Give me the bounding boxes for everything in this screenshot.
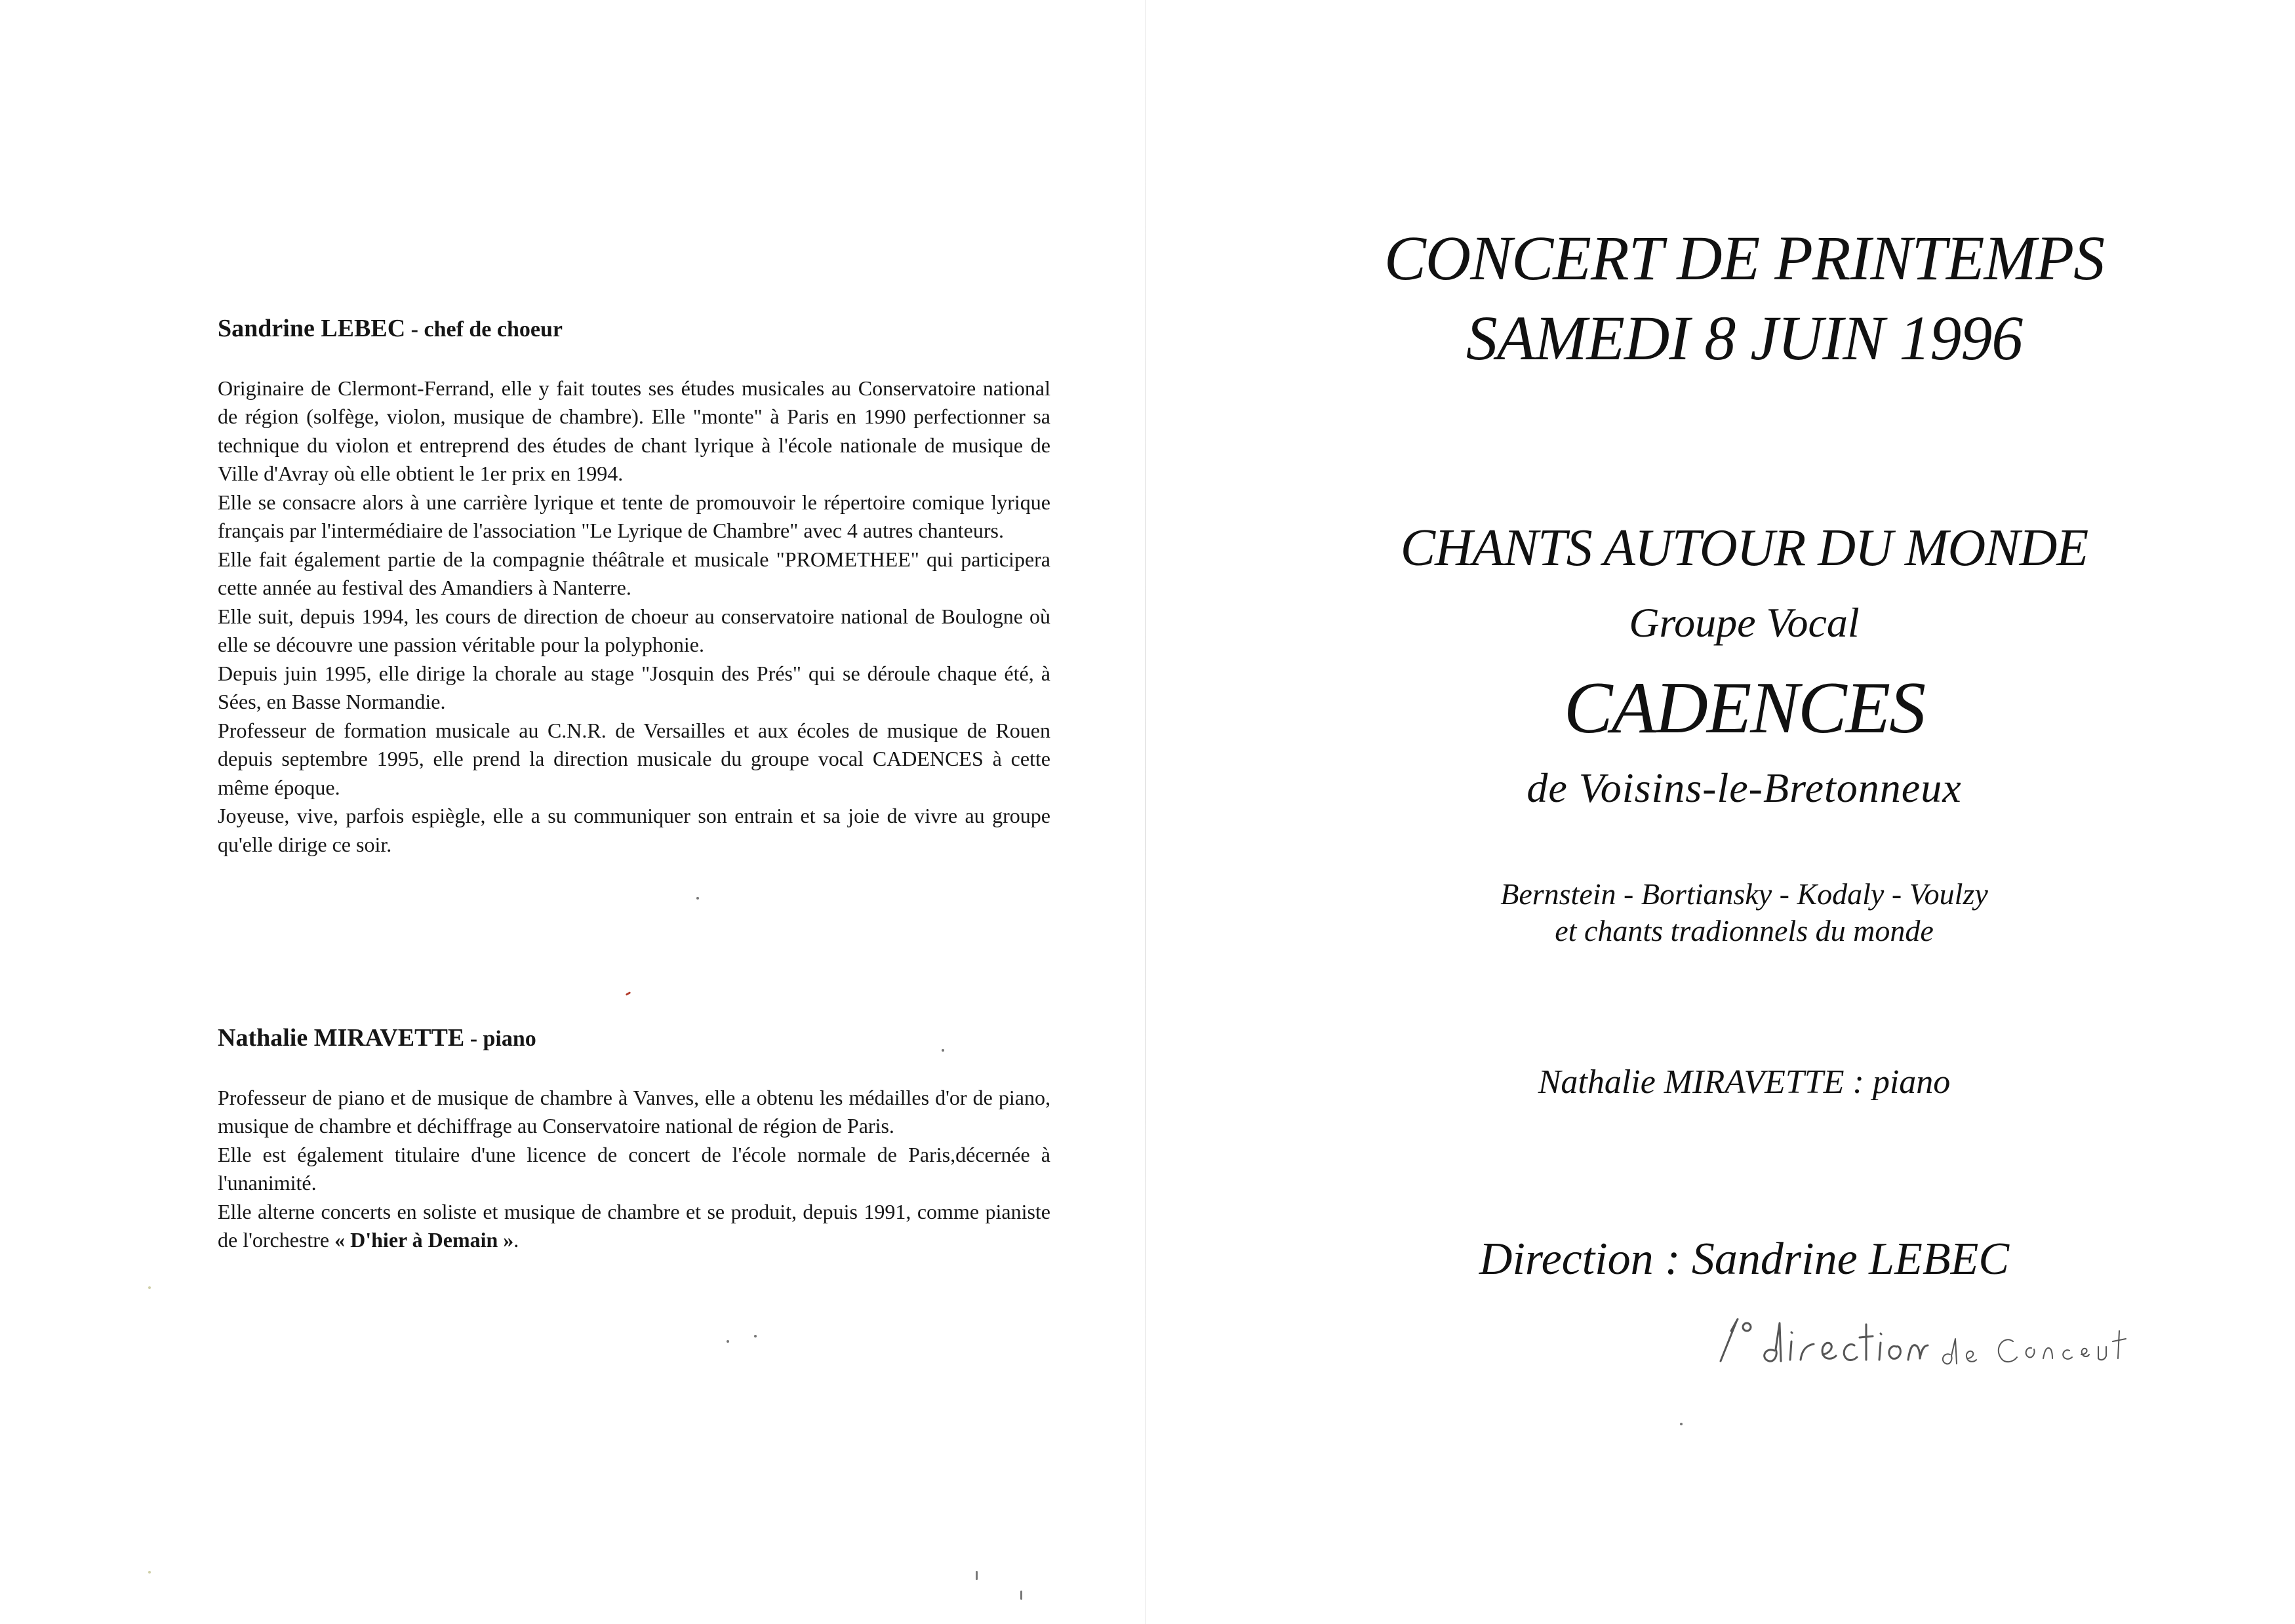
bio-role: - piano xyxy=(464,1027,536,1051)
bio-heading xyxy=(218,1024,1050,1054)
bio-paragraph: Professeur de formation musicale au C.N.R. de Versailles et aux écoles de musique de Rouen depuis septembre 1995, elle prend la direction musicale du groupe vocal CADENCES à cette même époque. xyxy=(218,718,1050,799)
bio-name: Sandrine LEBEC xyxy=(218,315,406,342)
pianist-credit: Nathalie MIRAVETTE : piano xyxy=(1538,1063,1951,1101)
traditional-songs: et chants tradionnels du monde xyxy=(1555,914,1934,947)
bio-paragraph: Originaire de Clermont-Ferrand, elle y fait toutes ses études musicales au Conservatoire national de région (solfège, violon, musique de chambre). Elle "monte" à Paris en 1990 perfectionner sa technique du violon et entreprend des études de chant lyrique à l'école nationale de musique de Ville d'Avray où elle obtient le 1er prix en 1994. xyxy=(218,376,1050,485)
ensemble-town: de Voisins-le-Bretonneux xyxy=(1527,764,1962,811)
direction-credit: Direction : Sandrine LEBEC xyxy=(1479,1234,2010,1284)
bio-paragraph-last xyxy=(218,1198,1050,1255)
bio-role: - chef de choeur xyxy=(405,317,563,342)
ensemble-name: CADENCES xyxy=(1563,667,1925,749)
bio-heading xyxy=(218,315,1050,344)
ensemble-type: Groupe Vocal xyxy=(1629,599,1860,646)
handwritten-note xyxy=(1711,1305,2184,1383)
bio-text xyxy=(218,1084,1050,1255)
left-page xyxy=(218,315,1050,1252)
bio-paragraph: Elle suit, depuis 1994, les cours de direction de choeur au conservatoire national de Boulogne où elle se découvre une passion véritable pour la polyphonie. xyxy=(218,604,1050,656)
bio-name: Nathalie MIRAVETTE xyxy=(218,1024,465,1052)
composers-list: Bernstein - Bortiansky - Kodaly - Voulzy xyxy=(1500,877,1988,911)
programme-title: CHANTS AUTOUR DU MONDE xyxy=(1400,519,2088,577)
bio-text-run: . xyxy=(513,1228,519,1252)
bio-paragraph: Elle est également titulaire d'une licence de concert de l'école normale de Paris,décernée à l'unanimité. xyxy=(218,1142,1050,1195)
bio-sandrine-lebec xyxy=(218,315,1050,859)
bio-paragraph: Elle fait également partie de la compagnie théâtrale et musicale "PROMETHEE" qui participera cette année au festival des Amandiers à Nanterre. xyxy=(218,547,1050,599)
concert-title: CONCERT DE PRINTEMPS xyxy=(1384,223,2105,293)
bio-text-run: Elle alterne concerts en soliste et musique de chambre et se produit, depuis 1991, comme pianiste de l'orchestre xyxy=(218,1199,1050,1252)
bio-nathalie-miravette xyxy=(218,1024,1050,1255)
bio-paragraph: Joyeuse, vive, parfois espiègle, elle a su communiquer son entrain et sa joie de vivre au groupe qu'elle dirige ce soir. xyxy=(218,804,1050,856)
bio-paragraph: Elle se consacre alors à une carrière lyrique et tente de promouvoir le répertoire comique lyrique français par l'intermédiaire de l'association "Le Lyrique de Chambre" avec 4 autres chanteurs. xyxy=(218,490,1050,542)
bio-paragraph: Professeur de piano et de musique de chambre à Vanves, elle a obtenu les médailles d'or de piano, musique de chambre et déchiffrage au Conservatoire national de région de Paris. xyxy=(218,1085,1050,1138)
bio-text xyxy=(218,374,1050,860)
concert-date: SAMEDI 8 JUIN 1996 xyxy=(1466,303,2023,373)
orchestra-name: « D'hier à Demain » xyxy=(334,1228,514,1252)
bio-paragraph: Depuis juin 1995, elle dirige la chorale au stage "Josquin des Prés" qui se déroule chaque été, à Sées, en Basse Normandie. xyxy=(218,661,1050,713)
page-fold xyxy=(1145,0,1146,1624)
